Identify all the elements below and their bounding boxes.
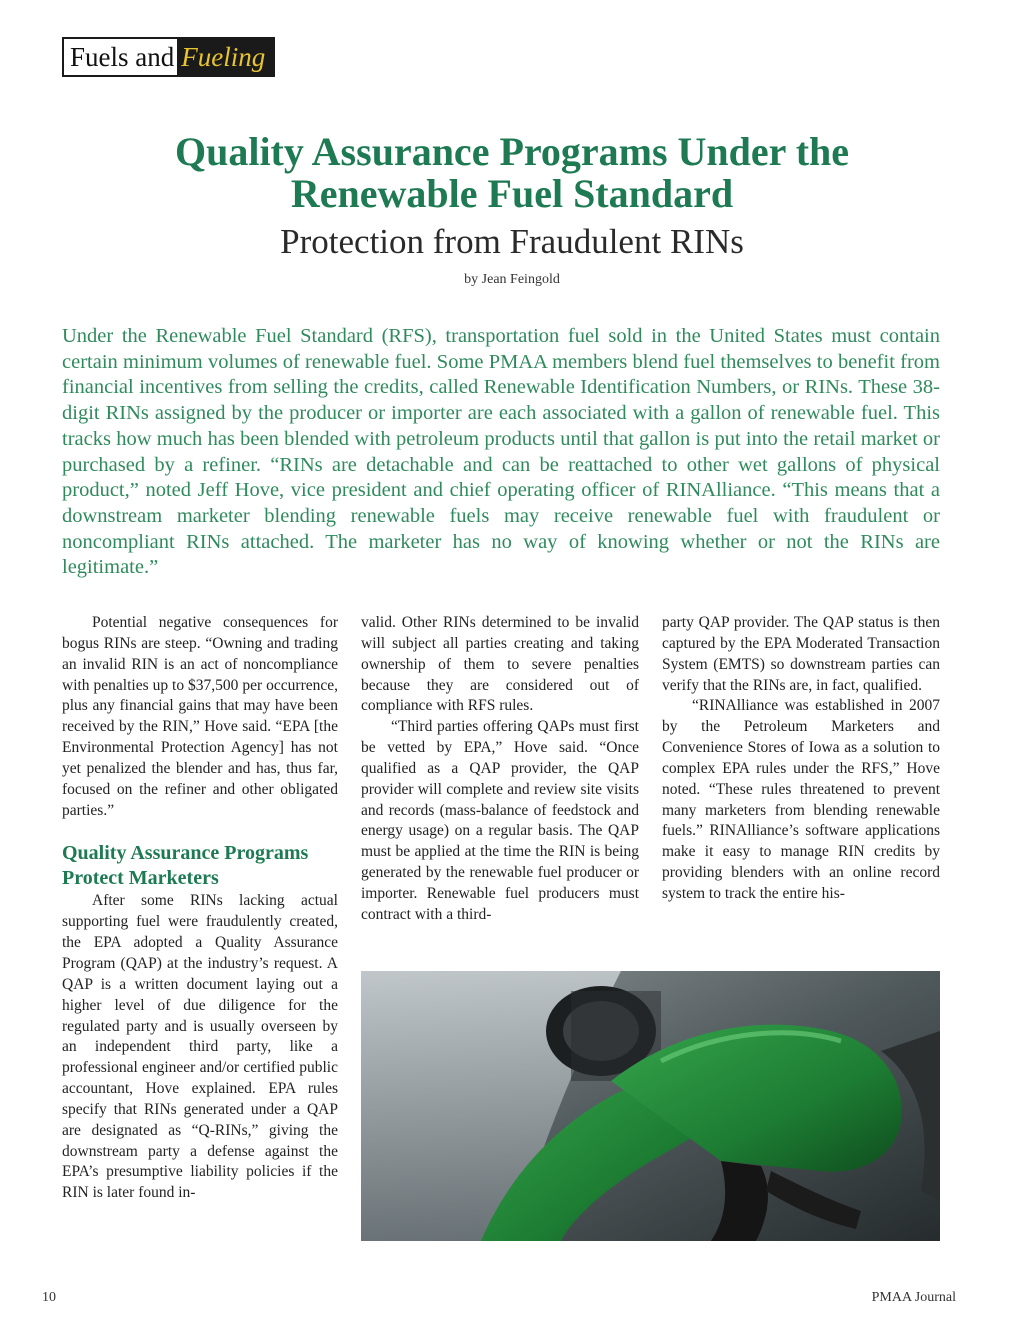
- byline: by Jean Feingold: [464, 272, 560, 287]
- body-paragraph: party QAP provider. The QAP status is then captured by the EPA Moderated Transaction System (EMTS) so downstream parties can verify that the RINs are, in fact, qualified.: [662, 614, 940, 694]
- section-label-italic: Fueling: [177, 39, 273, 75]
- body-paragraph: “Third parties offering QAPs must first be vetted by EPA,” Hove said. “Once qualified as a QAP provider, the QAP provider will complete and review site visits and records (mass-balance of feedstock and energy usage) on a regular basis. The QAP must be applied at the time the RIN is being generated by the renewable fuel producer or importer. Renewable fuel producers must contract with a third-: [361, 718, 639, 923]
- column-2: [361, 613, 639, 926]
- body-paragraph: “RINAlliance was established in 2007 by the Petroleum Marketers and Convenience Stores of Iowa as a solution to complex EPA rules under the RFS,” Hove noted. “These rules threatened to prevent many marketers from blending renewable fuels.” RINAlliance’s software applications make it easy to manage RIN credits by providing blenders with an online record system to track the entire his-: [662, 697, 940, 902]
- page-number: 10: [42, 1290, 56, 1305]
- body-paragraph: Potential negative consequences for bogus RINs are steep. “Owning and trading an invalid RIN is an act of noncompliance with penalties up to $37,500 per occurrence, plus any financial gains that may have been received by the RIN,” Hove said. “EPA [the Environmental Protection Agency] has not yet penalized the blender and has, thus far, focused on the refiner and other obligated parties.”: [62, 614, 338, 819]
- column-3: [662, 613, 940, 905]
- publication-name: PMAA Journal: [871, 1290, 956, 1305]
- section-label: Fuels and: [64, 39, 177, 75]
- article-title-line2: Renewable Fuel Standard: [290, 171, 734, 216]
- intro-paragraph: Under the Renewable Fuel Standard (RFS), transportation fuel sold in the United States must contain certain minimum volumes of renewable fuel. Some PMAA members blend fuel themselves to benefit from financial incentives from selling the credits, called Renewable Identification Numbers, or RINs. These 38-digit RINs assigned by the producer or importer are each associated with a gallon of renewable fuel. This tracks how much has been blended with petroleum products until that gallon is put into the retail market or purchased by a refiner. “RINs are detachable and can be reattached to other wet gallons of physical product,” noted Jeff Hove, vice president and chief operating officer of RINAlliance. “This means that a downstream marketer blending renewable fuels may receive renewable fuel with fraudulent or noncompliant RINs attached. The marketer has no way of knowing whether or not the RINs are legitimate.”: [62, 325, 940, 579]
- article-subtitle: Protection from Fraudulent RINs: [280, 222, 744, 261]
- column-1: [62, 613, 338, 1204]
- article-title-line1: Quality Assurance Programs Under the: [174, 129, 850, 174]
- section-tag: [62, 37, 275, 77]
- body-paragraph: After some RINs lacking actual supporting fuel were fraudulently created, the EPA adopted a Quality Assurance Program (QAP) at the industry’s request. A QAP is a written document laying out a higher level of due diligence for the regulated party and is usually overseen by an independent third party, like a professional engineer and/or certified public accountant, Hove explained. EPA rules specify that RINs generated under a QAP are designated as “Q-RINs,” giving the downstream party a defense against the EPA’s presumptive liability policies if the RIN is later found in-: [62, 892, 338, 1202]
- fuel-nozzle-photo: [361, 971, 940, 1241]
- fuel-nozzle-illustration: [361, 971, 940, 1241]
- body-paragraph: valid. Other RINs determined to be invalid will subject all parties creating and taking ownership of them to severe penalties because they are considered out of compliance with RFS rules.: [361, 614, 639, 715]
- subhead: Quality Assurance Programs Protect Marketers: [62, 842, 309, 890]
